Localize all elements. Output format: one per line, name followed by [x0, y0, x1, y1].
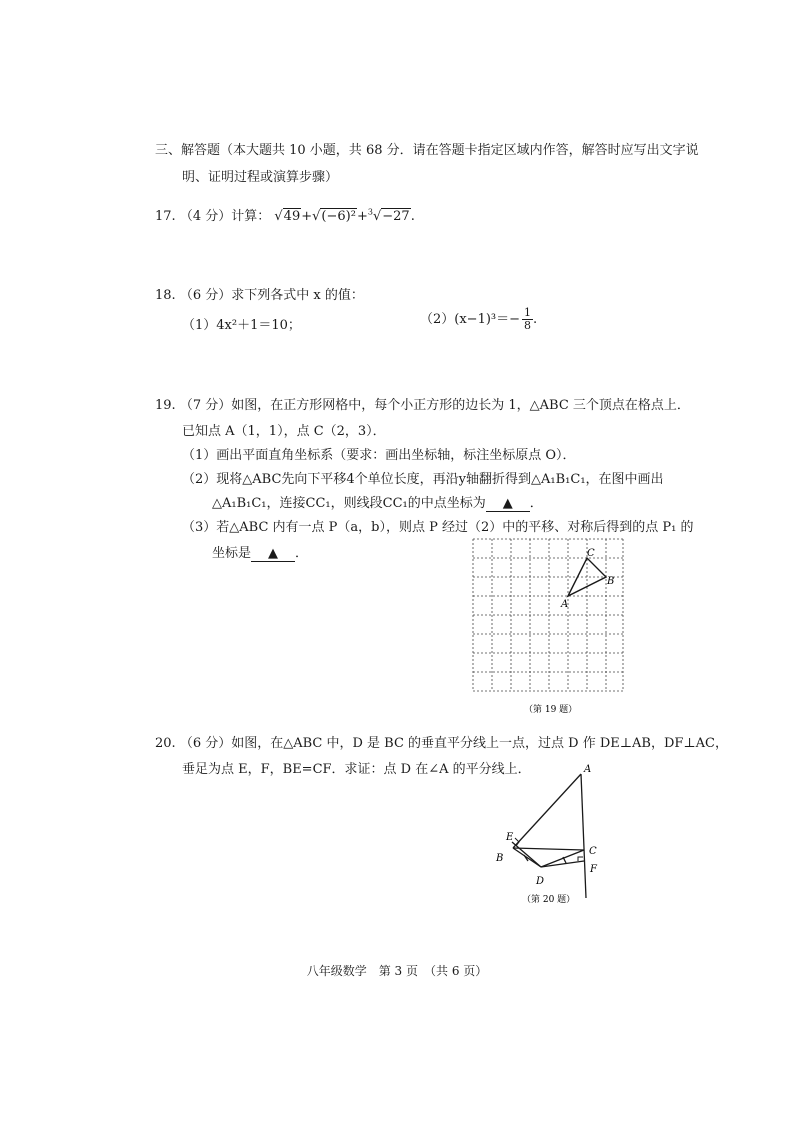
segment-bd	[513, 848, 541, 867]
question-17	[155, 205, 415, 224]
question-19-part3-line1: （3）若△ABC 内有一点 P（a，b），则点 P 经过（2）中的平移、对称后得到的点 P₁ 的	[182, 520, 694, 535]
question-20-line1	[155, 732, 728, 751]
question-text: （6 分）求下列各式中 x 的值：	[179, 288, 364, 303]
figure-19-caption: （第 19 题）	[524, 705, 578, 715]
question-19-part3-line2: 坐标是 ▲ ．	[212, 546, 309, 561]
question-18-prompt	[155, 284, 364, 303]
question-19-part2-line2: △A₁B₁C₁，连接CC₁，则线段CC₁的中点坐标为 ▲ ．	[212, 496, 543, 511]
figure-20-caption: （第 20 题）	[522, 895, 576, 905]
segment-ac	[581, 774, 586, 898]
part3-text: 坐标是	[212, 546, 252, 561]
root-index: 3	[367, 207, 373, 217]
question-19-line2: 已知点 A（1，1），点 C（2，3）．	[182, 424, 386, 439]
label-c: C	[587, 548, 595, 559]
question-number: 20.	[155, 736, 176, 751]
question-prompt: （4 分）计算：	[179, 209, 271, 224]
label-c: C	[589, 846, 597, 857]
segment-ab	[513, 774, 581, 848]
figure-19	[468, 534, 628, 719]
label-b: B	[496, 853, 504, 864]
plus-sign: +	[356, 209, 368, 224]
question-19-part2-line1: （2）现将△ABC先向下平移4个单位长度，再沿y轴翻折得到△A₁B₁C₁，在图中画出	[182, 472, 664, 487]
part2-equation: （2）(x−1)³＝−	[420, 312, 521, 327]
segment-bc	[513, 848, 584, 850]
question-19-part1: （1）画出平面直角坐标系（要求：画出坐标轴，标注坐标原点 O）．	[182, 448, 576, 463]
label-d: D	[536, 876, 545, 887]
sqrt-term-2: √(−6)²	[312, 209, 356, 224]
question-19-line1	[155, 394, 690, 413]
question-18-part2	[420, 307, 537, 332]
part2-end: .	[533, 312, 538, 327]
part2-text: △A₁B₁C₁，连接CC₁，则线段CC₁的中点坐标为	[212, 496, 486, 511]
label-a: A	[584, 764, 592, 775]
page-footer: 八年级数学 第 3 页 （共 6 页）	[306, 964, 488, 978]
right-angle-f	[578, 857, 583, 861]
question-text: （6 分）如图，在△ABC 中，D 是 BC 的垂直平分线上一点，过点 D 作 DE⊥AB，DF⊥AC，	[179, 736, 728, 751]
figure-20	[488, 760, 618, 910]
answer-blank[interactable]: ▲	[251, 546, 295, 562]
square-grid	[473, 539, 623, 691]
label-a: A	[561, 599, 569, 610]
fraction: $\frac{1}{8}$	[524, 306, 532, 332]
question-text: （7 分）如图，在正方形网格中，每个小正方形的边长为 1，△ABC 三个顶点在格点上．	[179, 398, 690, 413]
label-e: E	[506, 832, 514, 843]
cube-root-term: √−27	[372, 209, 410, 224]
question-number: 17.	[155, 209, 176, 224]
expression-end: .	[410, 209, 415, 224]
question-20-line2: 垂足为点 E，F，BE=CF．求证：点 D 在∠A 的平分线上．	[182, 762, 531, 777]
question-number: 18.	[155, 288, 176, 303]
plus-sign: +	[301, 209, 313, 224]
answer-blank[interactable]: ▲	[486, 496, 530, 512]
section-heading-line1: 三、解答题（本大题共 10 小题，共 68 分．请在答题卡指定区域内作答，解答时应写出文字说	[155, 143, 699, 158]
label-b: B	[607, 576, 615, 587]
label-f: F	[590, 864, 597, 875]
question-number: 19.	[155, 398, 176, 413]
section-heading-line2: 明、证明过程或演算步骤）	[182, 170, 339, 185]
question-18-part1: （1）4x²＋1＝10；	[182, 318, 301, 333]
sqrt-term-1: √49	[274, 209, 301, 224]
